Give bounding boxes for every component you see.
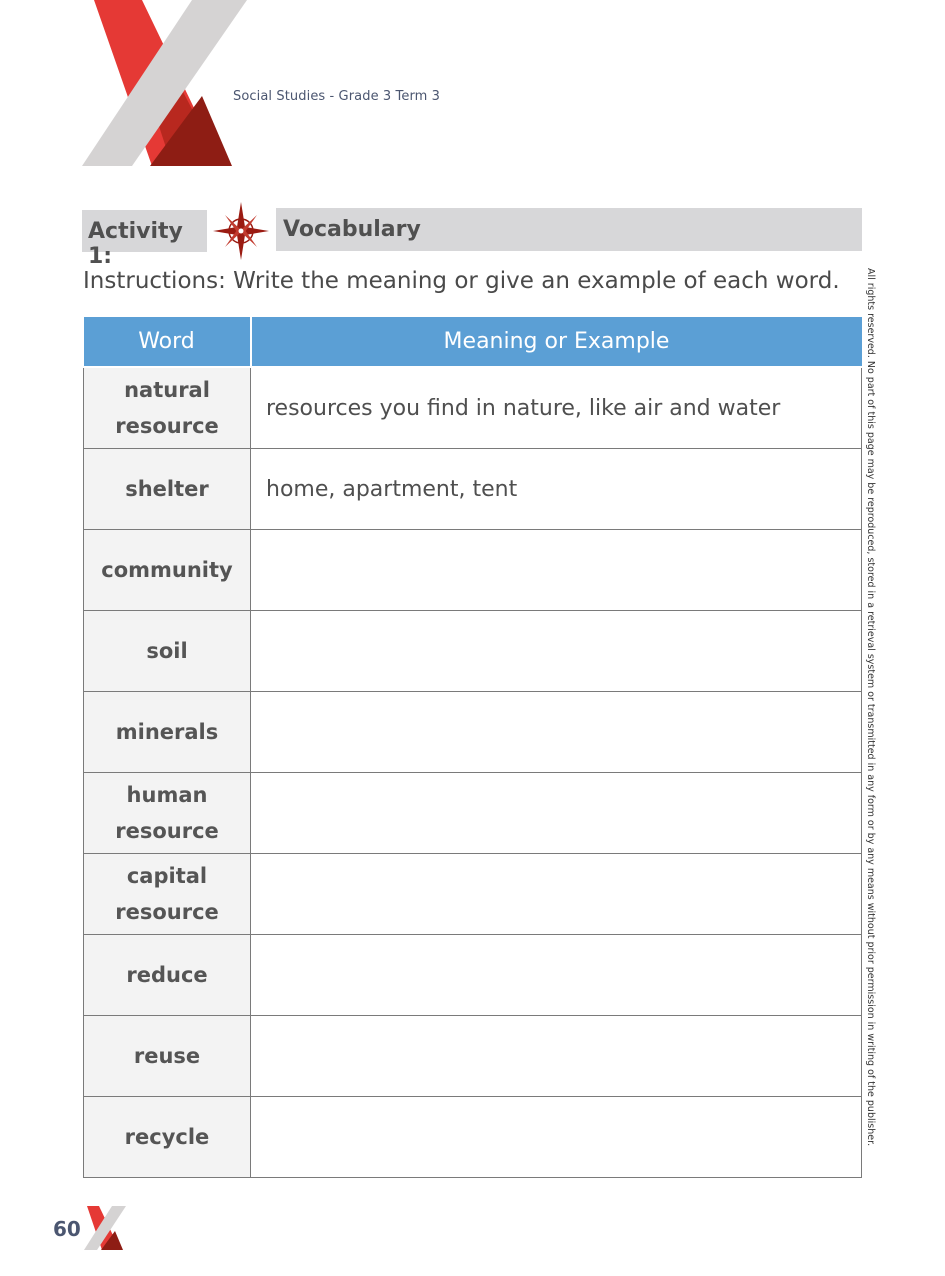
table-row xyxy=(84,367,862,449)
table-row xyxy=(84,530,862,611)
vocab-word: human resource xyxy=(115,783,219,843)
subject-header: Social Studies - Grade 3 Term 3 xyxy=(233,89,441,104)
table-row xyxy=(84,692,862,773)
table-row xyxy=(84,449,862,530)
table-row xyxy=(84,935,862,1016)
table-row xyxy=(84,1016,862,1097)
compass-rose-icon xyxy=(213,202,269,260)
vocab-word: recycle xyxy=(124,1125,210,1149)
rights-notice-text: All rights reserved. No part of this page may be reproduced, stored in a retrieval system or transmitted in any form or by any means without prior permission in writing of the publisher. xyxy=(865,268,876,1147)
activity-label: Activity 1: xyxy=(82,210,207,252)
meaning-cell[interactable] xyxy=(251,1016,862,1097)
meaning-cell[interactable] xyxy=(251,854,862,935)
meaning-cell[interactable] xyxy=(251,1097,862,1178)
meaning-cell[interactable] xyxy=(251,692,862,773)
vocab-word: soil xyxy=(146,639,188,663)
meaning-cell[interactable]: home, apartment, tent xyxy=(251,449,862,530)
x-logo-icon xyxy=(82,0,247,166)
meaning-cell[interactable] xyxy=(251,773,862,854)
page-number: 60 xyxy=(53,1217,81,1241)
x-logo-small-icon xyxy=(84,1206,126,1250)
rights-notice xyxy=(865,268,884,1147)
vocab-word: capital resource xyxy=(115,864,219,924)
table-row xyxy=(84,854,862,935)
vocab-word: community xyxy=(101,558,233,582)
meaning-cell[interactable] xyxy=(251,611,862,692)
header-word: Word xyxy=(84,317,251,367)
vocab-word: minerals xyxy=(115,720,219,744)
header-meaning: Meaning or Example xyxy=(251,317,862,367)
activity-title: Vocabulary xyxy=(276,208,862,251)
meaning-cell[interactable] xyxy=(251,530,862,611)
instructions: Instructions: Write the meaning or give an example of each word. xyxy=(83,268,840,294)
table-row xyxy=(84,1097,862,1178)
table-row xyxy=(84,611,862,692)
vocab-word: natural resource xyxy=(115,378,219,438)
vocab-word: reuse xyxy=(133,1044,201,1068)
vocab-word: shelter xyxy=(125,477,209,501)
vocabulary-table xyxy=(83,317,862,1178)
meaning-cell[interactable] xyxy=(251,935,862,1016)
table-row xyxy=(84,773,862,854)
table-header-row xyxy=(84,317,862,367)
meaning-cell[interactable]: resources you find in nature, like air and water xyxy=(251,367,862,449)
vocab-word: reduce xyxy=(126,963,208,987)
